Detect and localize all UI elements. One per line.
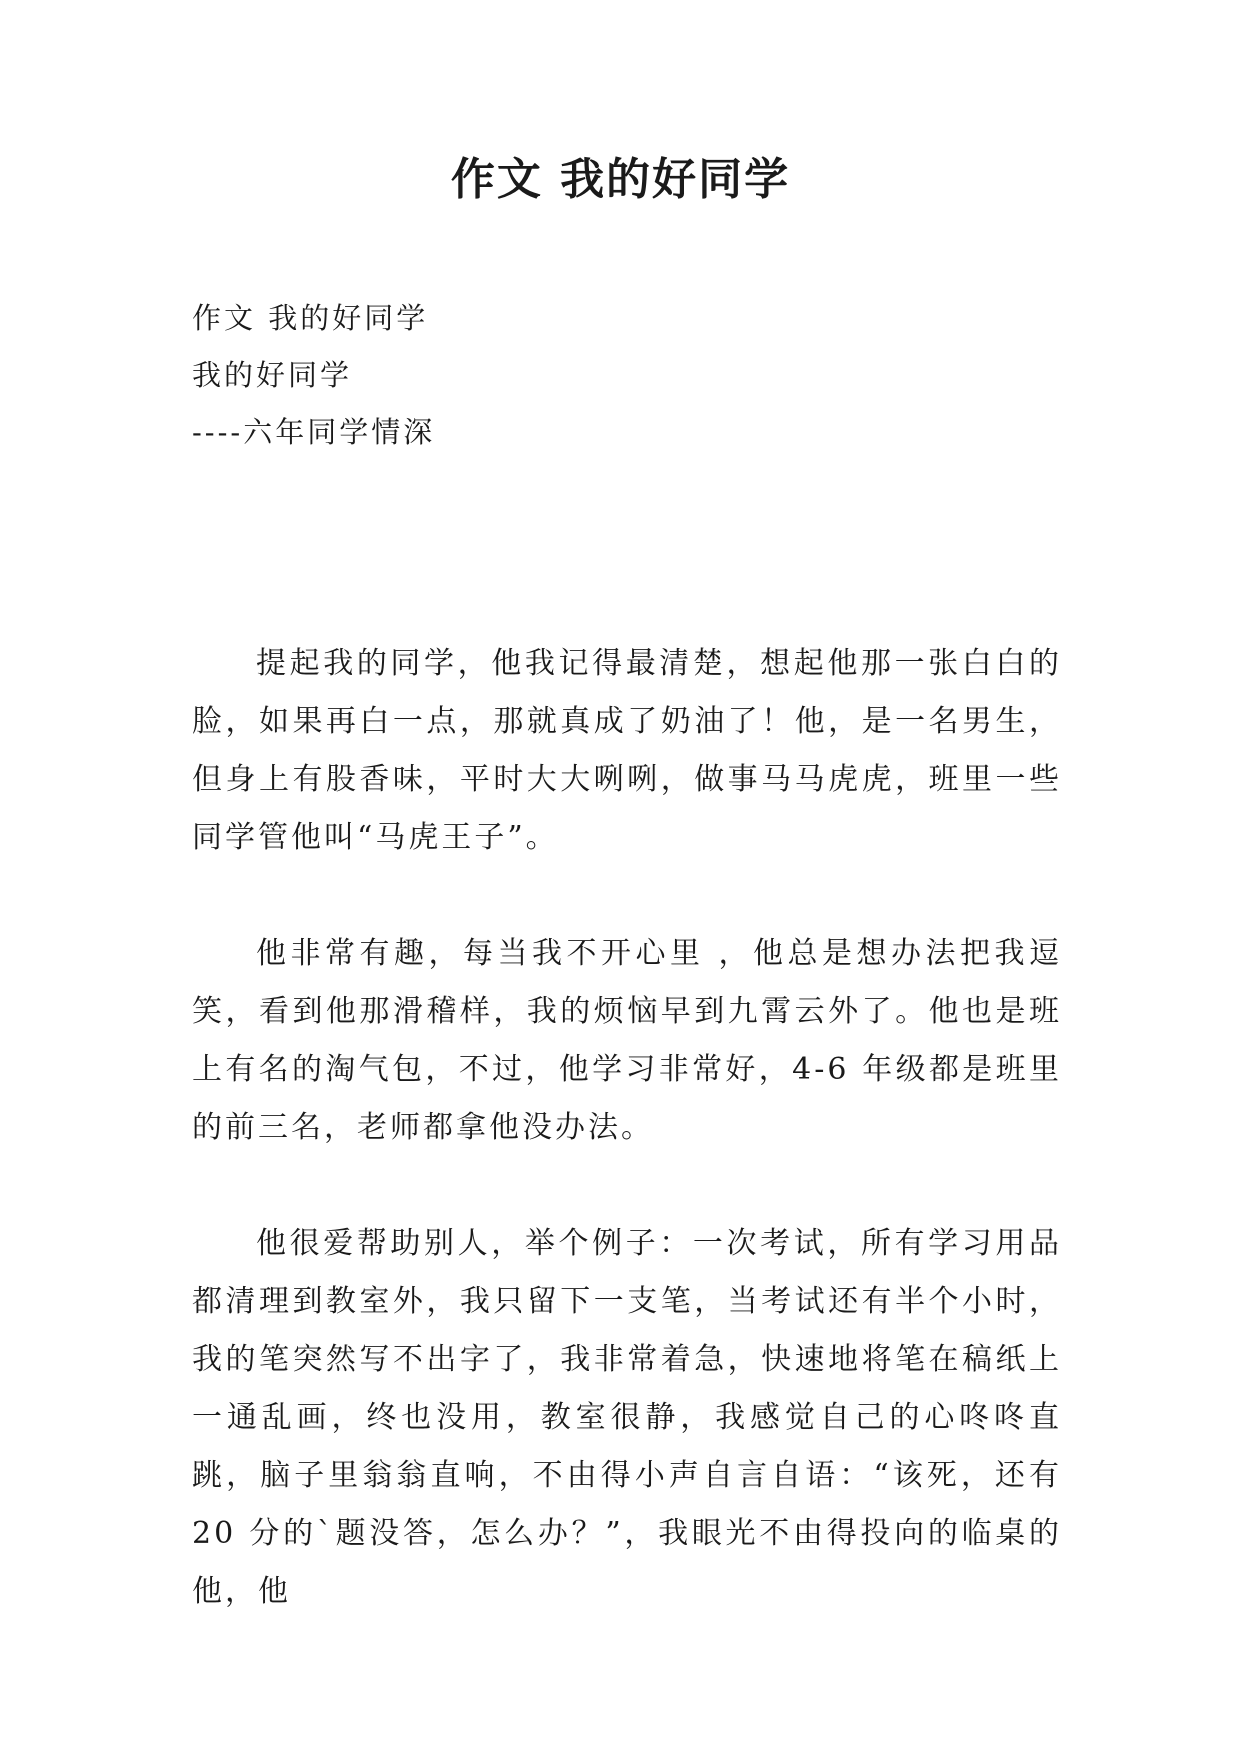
- essay-body: [192, 635, 1062, 1621]
- document-title: 作文 我的好同学: [450, 154, 791, 205]
- paragraph-2: 他非常有趣，每当我不开心里 ，他总是想办法把我逗笑，看到他那滑稽样，我的烦恼早到九霄云外了。他也是班上有名的淘气包，不过，他学习非常好，4-6 年级都是班里的前三名，老师都拿他没办法。: [192, 936, 1062, 1145]
- header-line-tagline: ----六年同学情深: [192, 415, 436, 449]
- header-line-subtitle: 我的好同学: [192, 358, 353, 392]
- header-lines: [192, 290, 1072, 461]
- paragraph-3: 他很爱帮助别人，举个例子：一次考试，所有学习用品都清理到教室外，我只留下一支笔，当考试还有半个小时，我的笔突然写不出字了，我非常着急，快速地将笔在稿纸上一通乱画，终也没用，教室很静，我感觉自己的心咚咚直跳，脑子里翁翁直响，不由得小声自言自语：“该死，还有 20 分的`题没答，怎么办？”，我眼光不由得投向的临桌的他，他: [192, 1226, 1062, 1609]
- header-line-essay-title: 作文 我的好同学: [192, 301, 429, 335]
- paragraph-1: 提起我的同学，他我记得最清楚，想起他那一张白白的脸，如果再白一点，那就真成了奶油了！他，是一名男生，但身上有股香味，平时大大咧咧，做事马马虎虎，班里一些同学管他叫“马虎王子”。: [192, 646, 1062, 855]
